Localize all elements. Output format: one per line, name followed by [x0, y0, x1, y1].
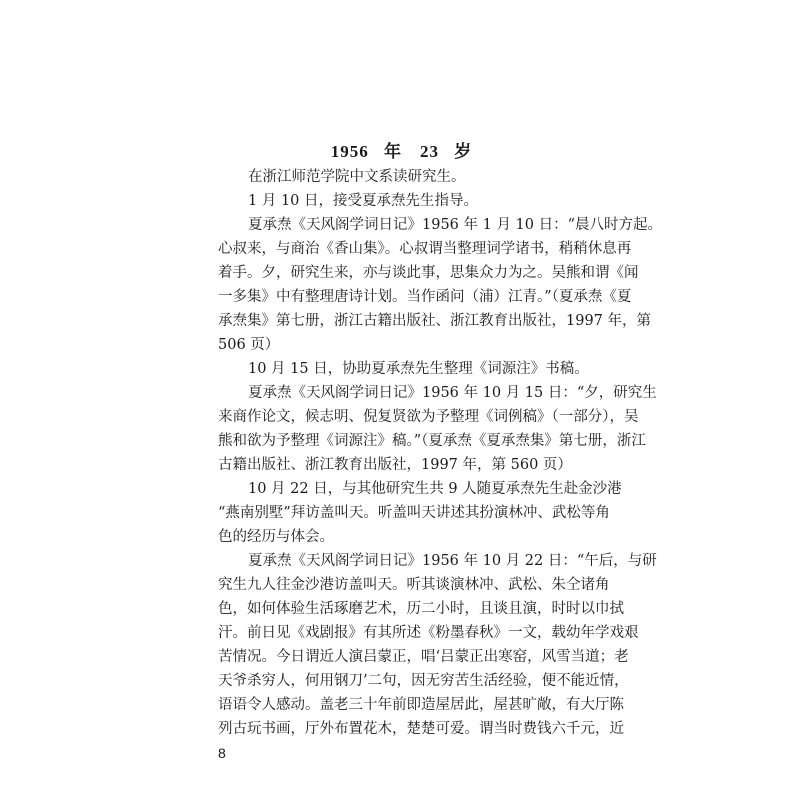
text-line: 心叔来，与商治《香山集》。心叔谓当整理词学诸书，稍稍休息再 [218, 241, 632, 257]
text-line: 1 月 10 日，接受夏承焘先生指导。 [248, 193, 479, 209]
text-line: 汗。前日见《戏剧报》有其所述《粉墨春秋》一文，载幼年学戏艰 [218, 625, 639, 641]
text-line: 着手。夕，研究生来，亦与谈此事，思集众力为之。吴熊和谓《闻 [218, 265, 639, 281]
section-title: 1956 年 23 岁 [330, 142, 473, 161]
text-body [218, 141, 663, 763]
text-line: 506 页） [218, 337, 280, 353]
text-line: 来商作论文，候志明、倪复贤欲为予整理《词例稿》（一部分），吴 [218, 409, 639, 425]
text-line: 列古玩书画，厅外布置花木，楚楚可爱。谓当时费钱六千元，近 [218, 721, 624, 737]
text-line: 一多集》中有整理唐诗计划。当作函问（浦）江青。”（夏承焘《夏 [218, 289, 632, 305]
text-line: 在浙江师范学院中文系读研究生。 [248, 169, 466, 185]
text-line: 天爷杀穷人，何用钢刀’二句，因无穷苦生活经验，便不能近情， [218, 673, 629, 689]
text-line: 古籍出版社、浙江教育出版社，1997 年，第 560 页） [218, 457, 572, 473]
text-line: 10 月 15 日，协助夏承焘先生整理《词源注》书稿。 [248, 361, 589, 377]
page-number: 8 [218, 745, 226, 761]
text-line: 熊和欲为予整理《词源注》稿。”（夏承焘《夏承焘集》第七册，浙江 [218, 433, 646, 449]
text-line: “燕南别墅”拜访盖叫天。听盖叫天讲述其扮演林冲、武松等角 [218, 505, 610, 521]
text-line: 夏承焘《天风阁学词日记》1956 年 10 月 15 日：“夕，研究生 [248, 385, 657, 401]
text-line: 10 月 22 日，与其他研究生共 9 人随夏承焘先生赴金沙港 [248, 481, 622, 497]
text-line: 夏承焘《天风阁学词日记》1956 年 10 月 22 日：“午后，与研 [248, 553, 657, 569]
text-line: 色，如何体验生活琢磨艺术，历二小时，且谈且演，时时以巾拭 [218, 601, 624, 617]
text-line: 夏承焘《天风阁学词日记》1956 年 1 月 10 日：“晨八时方起。 [248, 217, 663, 233]
text-line: 色的经历与体会。 [218, 529, 334, 545]
text-line: 语语令人感动。盖老三十年前即造屋居此，屋甚旷敞，有大厅陈 [218, 697, 624, 713]
text-line: 承焘集》第七册，浙江古籍出版社、浙江教育出版社，1997 年，第 [218, 313, 652, 329]
text-line: 苦情况。今日谓近人演吕蒙正，唱‘吕蒙正出寒窑，风雪当道；老 [218, 649, 629, 665]
text-line: 究生九人往金沙港访盖叫天。听其谈演林冲、武松、朱仝诸角 [218, 577, 610, 593]
